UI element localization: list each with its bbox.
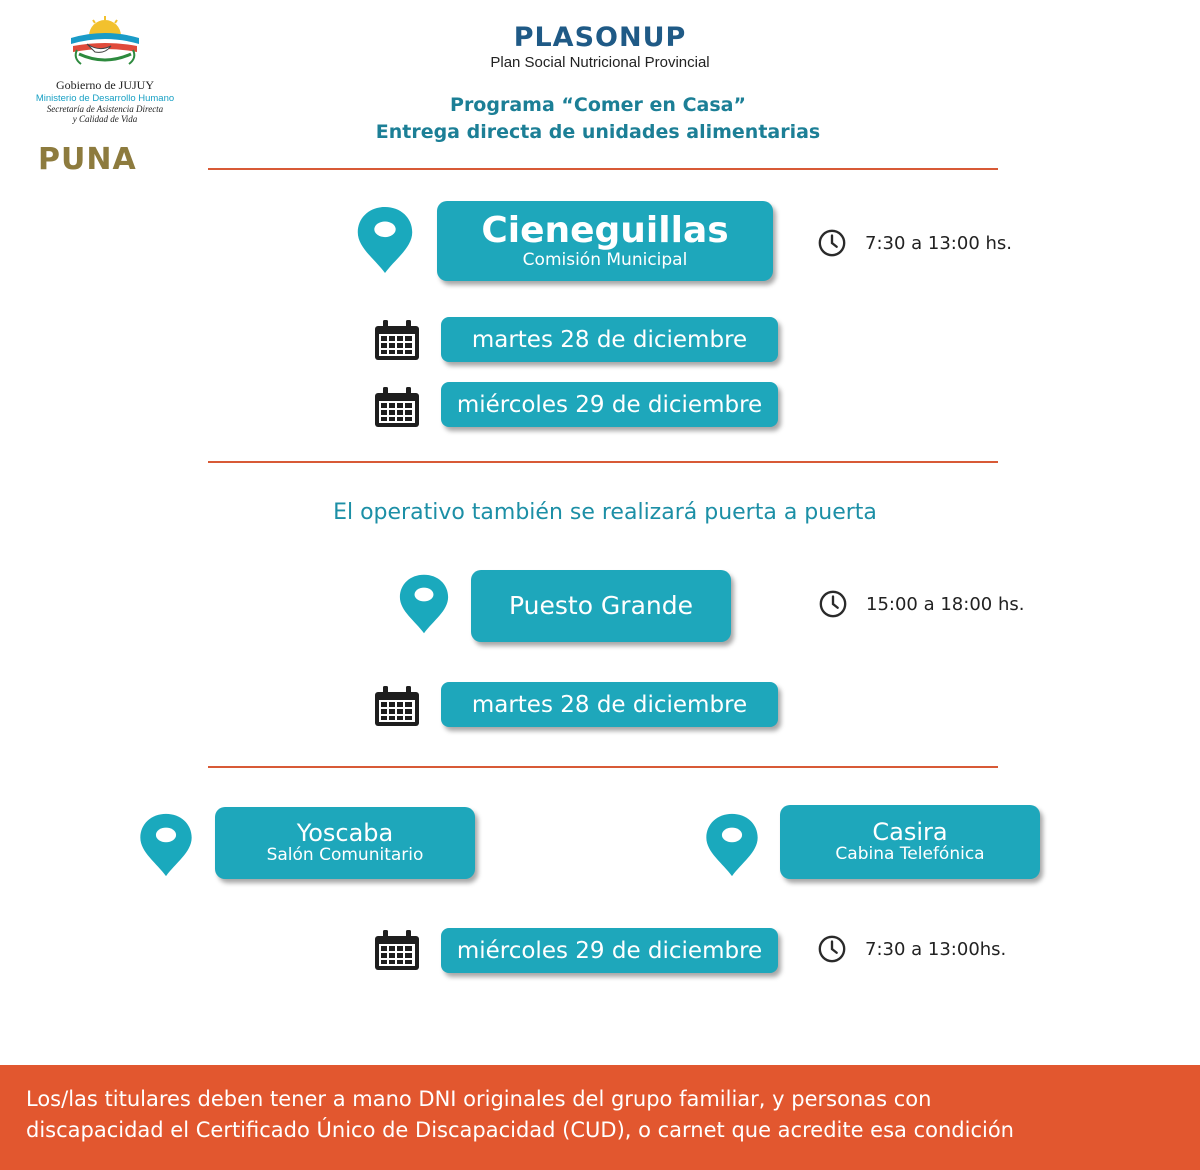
government-name: Gobierno de JUJUY [56, 78, 154, 92]
date-badge: miércoles 29 de diciembre [441, 928, 778, 973]
location-detail: Salón Comunitario [266, 845, 424, 866]
clock-icon [818, 589, 848, 619]
secretariat-line-2: y Calidad de Vida [72, 114, 138, 124]
brand-title: PLASONUP [513, 22, 687, 53]
requirements-line-2: discapacidad el Certificado Único de Discapacidad (CUD), o carnet que acredite esa condición [26, 1118, 1014, 1142]
location-name: Cieneguillas [481, 210, 729, 252]
program-title: Programa “Comer en Casa” [450, 94, 746, 116]
calendar-icon [373, 928, 421, 972]
time-text: 15:00 a 18:00 hs. [866, 593, 1025, 615]
location-name: Casira [872, 818, 948, 847]
date-badge: martes 28 de diciembre [441, 682, 778, 727]
location-puesto-grande [471, 570, 731, 642]
location-cieneguillas [437, 201, 773, 281]
program-heading [300, 92, 896, 146]
date-badge: martes 28 de diciembre [441, 317, 778, 362]
government-logo [20, 14, 190, 124]
divider [208, 461, 998, 463]
divider [208, 168, 998, 170]
location-name: Yoscaba [296, 819, 394, 848]
location-pin-icon [392, 573, 456, 635]
location-yoscaba [215, 807, 475, 879]
time-text: 7:30 a 13:00 hs. [865, 232, 1012, 254]
location-casira [780, 805, 1040, 879]
location-name: Puesto Grande [509, 591, 693, 621]
clock-icon [817, 228, 847, 258]
ministry-name: Ministerio de Desarrollo Humano [35, 93, 175, 104]
date-badge: miércoles 29 de diciembre [441, 382, 778, 427]
secretariat-line-1: Secretaría de Asistencia Directa [46, 104, 164, 114]
jujuy-sun-hands-icon [65, 14, 145, 70]
calendar-icon [373, 318, 421, 362]
schedule-time [817, 228, 1012, 258]
location-pin-icon [132, 812, 200, 878]
requirements-footer [0, 1065, 1200, 1170]
door-to-door-note: El operativo también se realizará puerta a puerta [333, 500, 877, 525]
calendar-icon [373, 684, 421, 728]
program-subtitle: Entrega directa de unidades alimentarias [375, 121, 821, 143]
location-detail: Comisión Municipal [522, 250, 688, 271]
location-pin-icon [350, 205, 420, 275]
brand-subtitle: Plan Social Nutricional Provincial [490, 54, 710, 71]
location-pin-icon [698, 812, 766, 878]
schedule-time [818, 589, 1024, 619]
schedule-time [817, 934, 1006, 964]
requirements-line-1: Los/las titulares deben tener a mano DNI originales del grupo familiar, y personas con [26, 1087, 932, 1111]
divider [208, 766, 998, 768]
region-label: PUNA [38, 142, 137, 177]
calendar-icon [373, 385, 421, 429]
location-detail: Cabina Telefónica [835, 844, 985, 865]
time-text: 7:30 a 13:00hs. [865, 938, 1007, 960]
clock-icon [817, 934, 847, 964]
